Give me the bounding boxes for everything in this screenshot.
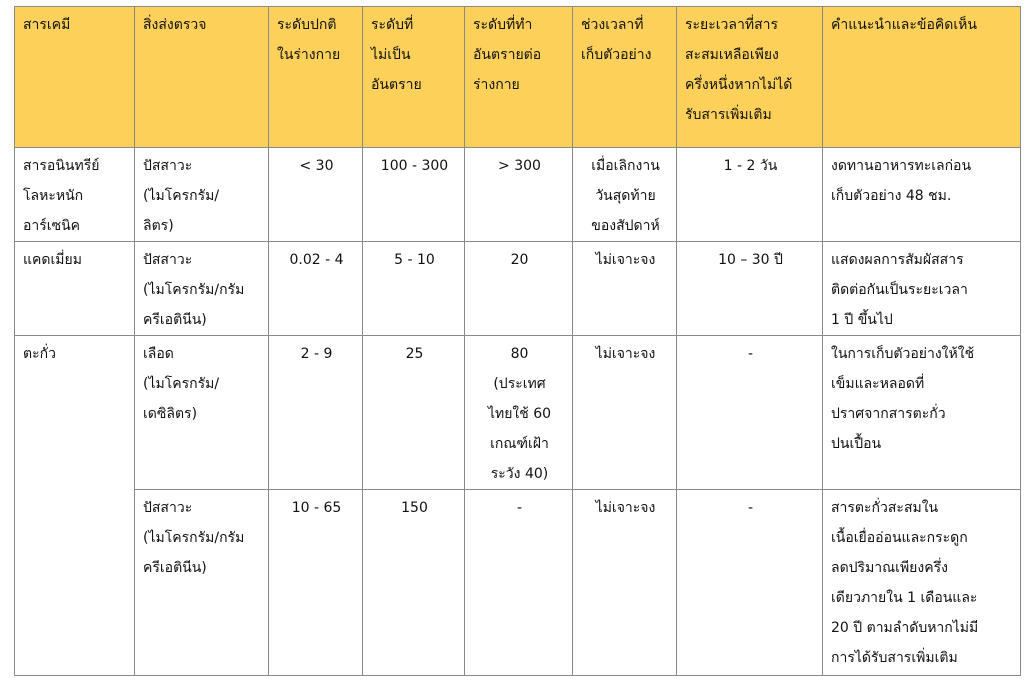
cell-line: โลหะหนัก	[23, 188, 84, 204]
cell-line: เดียวภายใน 1 เดือนและ	[831, 590, 978, 606]
cell-line: งดทานอาหารทะเลก่อน	[831, 158, 972, 174]
header-timing-line: ช่วงเวลาที่	[581, 17, 644, 33]
cell-line: สารอนินทรีย์	[23, 158, 100, 174]
header-sampling-time	[573, 7, 677, 148]
cell-harmful	[465, 490, 573, 676]
cell-line: 1 ปี ขึ้นไป	[831, 312, 893, 328]
cell-line: 20	[510, 252, 529, 268]
cell-line: การได้รับสารเพิ่มเติม	[831, 650, 958, 666]
cell-normal	[269, 148, 363, 242]
cell-safe	[363, 336, 465, 490]
cell-specimen	[135, 148, 269, 242]
cell-line: เนื้อเยื่ออ่อนและกระดูก	[831, 530, 968, 546]
cell-half-life	[677, 242, 823, 336]
cell-line: ปัสสาวะ	[143, 500, 193, 516]
cell-line: ปัสสาวะ	[143, 252, 193, 268]
cell-line: 1 - 2 วัน	[723, 158, 778, 174]
header-chemical	[15, 7, 135, 148]
cell-line: ระวัง 40)	[490, 466, 549, 482]
cell-line: ครีเอตินีน)	[143, 560, 207, 576]
cell-line: (ไมโครกรัม/กรัม	[143, 282, 245, 298]
cell-timing	[573, 242, 677, 336]
cell-specimen	[135, 490, 269, 676]
cell-line: ในการเก็บตัวอย่างให้ใช้	[831, 346, 975, 362]
cell-chemical	[15, 242, 135, 336]
cell-harmful	[465, 242, 573, 336]
cell-line: วันสุดท้าย	[595, 188, 656, 204]
cell-line: อาร์เซนิค	[23, 218, 81, 234]
cell-normal	[269, 336, 363, 490]
cell-line: 150	[401, 500, 428, 516]
cell-line: เลือด	[143, 346, 174, 362]
header-halflife-line: รับสารเพิ่มเติม	[685, 107, 772, 123]
cell-advice	[823, 148, 1021, 242]
header-harmful-line: ร่างกาย	[473, 77, 520, 93]
cell-line: ไทยใช้ 60	[487, 406, 552, 422]
cell-line: 10 - 65	[291, 500, 342, 516]
cell-advice	[823, 336, 1021, 490]
cell-line: 10 – 30 ปี	[718, 252, 783, 268]
chemical-monitoring-table	[14, 6, 1021, 676]
cell-chemical	[15, 336, 135, 676]
cell-line: ปราศจากสารตะกั่ว	[831, 406, 946, 422]
cell-specimen	[135, 336, 269, 490]
cell-harmful	[465, 148, 573, 242]
header-harmful-line: อันตรายต่อ	[473, 47, 542, 63]
cell-line: 100 - 300	[380, 158, 449, 174]
header-harmful-line: ระดับที่ทำ	[473, 17, 533, 33]
cell-line: สารตะกั่วสะสมใน	[831, 500, 939, 516]
cell-half-life	[677, 336, 823, 490]
cell-half-life	[677, 490, 823, 676]
cell-line: ไม่เจาะจง	[595, 252, 656, 268]
cell-line: -	[516, 500, 523, 516]
cell-line: 25	[405, 346, 424, 362]
cell-normal	[269, 490, 363, 676]
cell-line: แคดเมี่ยม	[23, 252, 82, 268]
cell-line: (ไมโครกรัม/	[143, 376, 220, 392]
cell-timing	[573, 148, 677, 242]
cell-line: แสดงผลการสัมผัสสาร	[831, 252, 964, 268]
header-specimen-line: สิ่งส่งตรวจ	[143, 17, 207, 33]
header-safe-level	[363, 7, 465, 148]
cell-line: เมื่อเลิกงาน	[591, 158, 660, 174]
header-safe-line: อันตราย	[371, 77, 422, 93]
header-harmful-level	[465, 7, 573, 148]
cell-line: เข็มและหลอดที่	[831, 376, 925, 392]
header-halflife-line: ครึ่งหนึ่งหากไม่ได้	[685, 77, 793, 93]
cell-line: ไม่เจาะจง	[595, 346, 656, 362]
header-half-life	[677, 7, 823, 148]
table-row	[15, 148, 1021, 242]
cell-line: ลิตร)	[143, 218, 174, 234]
cell-line: ไม่เจาะจง	[595, 500, 656, 516]
cell-line: 2 - 9	[300, 346, 333, 362]
cell-line: < 30	[299, 158, 334, 174]
cell-line: ติดต่อกันเป็นระยะเวลา	[831, 282, 968, 298]
cell-harmful	[465, 336, 573, 490]
cell-line: เดซิลิตร)	[143, 406, 198, 422]
cell-specimen	[135, 242, 269, 336]
header-specimen	[135, 7, 269, 148]
cell-timing	[573, 336, 677, 490]
cell-line: เก็บตัวอย่าง 48 ชม.	[831, 188, 952, 204]
cell-line: ปนเปื้อน	[831, 436, 882, 452]
cell-line: > 300	[498, 158, 541, 174]
cell-line: ปัสสาวะ	[143, 158, 193, 174]
cell-advice	[823, 490, 1021, 676]
cell-timing	[573, 490, 677, 676]
cell-line: -	[747, 346, 754, 362]
cell-safe	[363, 148, 465, 242]
cell-line: 80	[510, 346, 529, 362]
header-advice	[823, 7, 1021, 148]
cell-line: 0.02 - 4	[289, 252, 344, 268]
header-normal-line: ระดับปกติ	[277, 17, 337, 33]
header-halflife-line: ระยะเวลาที่สาร	[685, 17, 779, 33]
cell-line: 20 ปี ตามลำดับหากไม่มี	[831, 620, 979, 636]
cell-line: (ประเทศ	[493, 376, 546, 392]
cell-line: ตะกั่ว	[23, 346, 56, 362]
cell-chemical	[15, 148, 135, 242]
cell-line: ของสัปดาห์	[591, 218, 660, 234]
header-row	[15, 7, 1021, 148]
cell-line: (ไมโครกรัม/	[143, 188, 220, 204]
header-halflife-line: สะสมเหลือเพียง	[685, 47, 779, 63]
header-normal-line: ในร่างกาย	[277, 47, 341, 63]
header-timing-line: เก็บตัวอย่าง	[581, 47, 652, 63]
cell-line: 5 - 10	[394, 252, 435, 268]
cell-normal	[269, 242, 363, 336]
cell-safe	[363, 490, 465, 676]
table-row	[15, 490, 1021, 676]
header-chemical-line: สารเคมี	[23, 17, 71, 33]
cell-line: (ไมโครกรัม/กรัม	[143, 530, 245, 546]
table-row	[15, 336, 1021, 490]
table-row	[15, 242, 1021, 336]
cell-advice	[823, 242, 1021, 336]
cell-line: ลดปริมาณเพียงครึ่ง	[831, 560, 948, 576]
cell-safe	[363, 242, 465, 336]
cell-line: -	[747, 500, 754, 516]
header-advice-line: คำแนะนำและข้อคิดเห็น	[831, 17, 977, 33]
header-normal-level	[269, 7, 363, 148]
header-safe-line: ไม่เป็น	[371, 47, 411, 63]
cell-half-life	[677, 148, 823, 242]
header-safe-line: ระดับที่	[371, 17, 414, 33]
cell-line: ครีเอตินีน)	[143, 312, 207, 328]
cell-line: เกณฑ์เฝ้า	[490, 436, 549, 452]
